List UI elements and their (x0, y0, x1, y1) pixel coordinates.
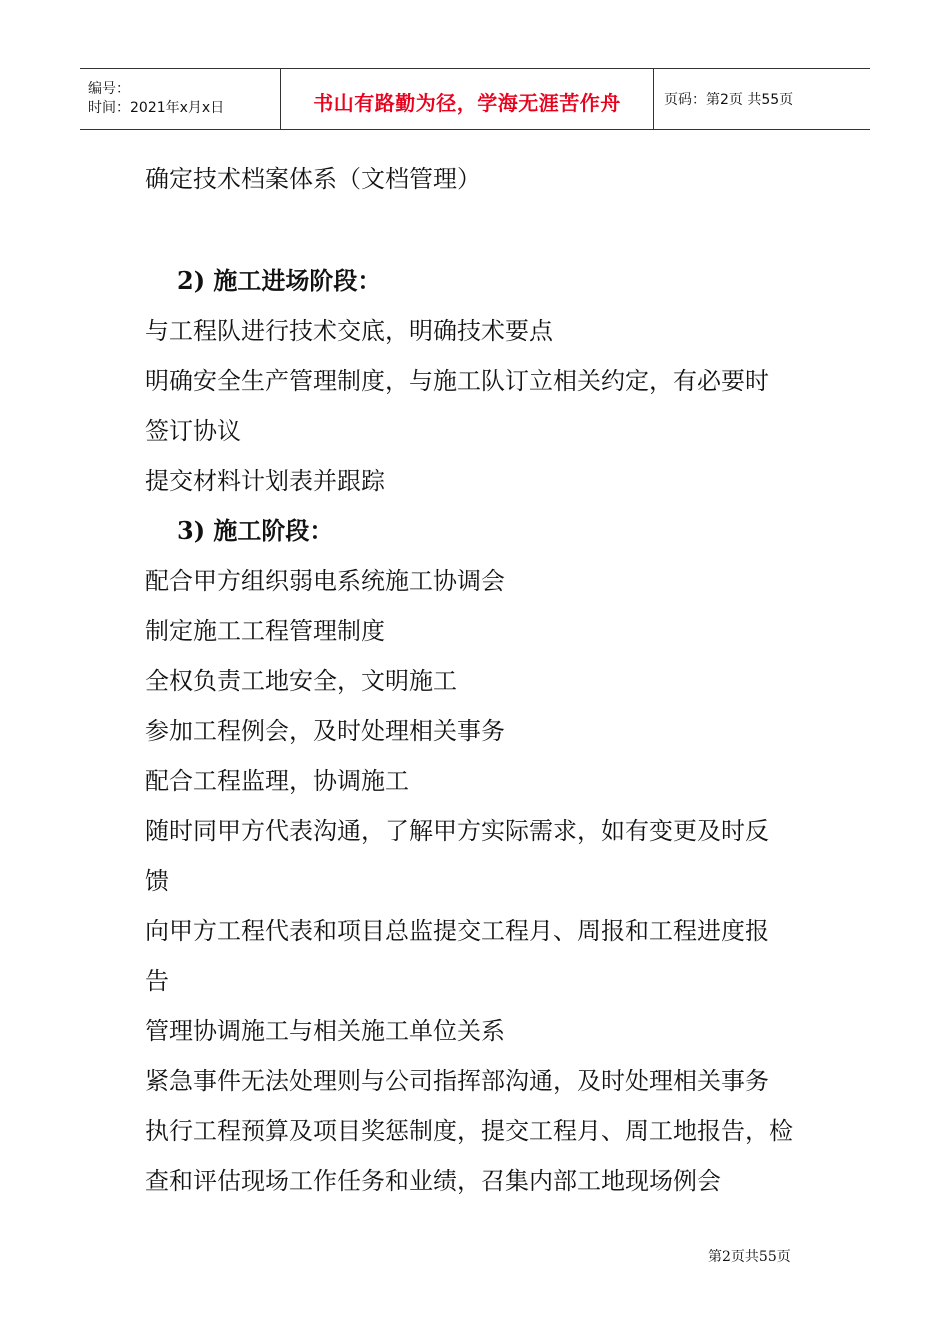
body-line: 配合工程监理，协调施工 (145, 767, 409, 795)
body-line: 提交材料计划表并跟踪 (145, 467, 385, 495)
body-line: 参加工程例会，及时处理相关事务 (145, 717, 505, 745)
body-line: 与工程队进行技术交底，明确技术要点 (145, 317, 553, 345)
page-header (80, 68, 870, 130)
header-motto-cell (281, 69, 654, 129)
header-meta-cell (80, 69, 281, 129)
body-intro-line: 确定技术档案体系（文档管理） (145, 165, 481, 193)
body-line: 查和评估现场工作任务和业绩，召集内部工地现场例会 (145, 1167, 721, 1195)
header-page-number: 页码：第2页 共55页 (664, 92, 794, 108)
body-line: 向甲方工程代表和项目总监提交工程月、周报和工程进度报 (145, 917, 769, 945)
section-heading-construction-phase: 3) 施工阶段： (177, 516, 334, 545)
body-line: 管理协调施工与相关施工单位关系 (145, 1017, 505, 1045)
page-footer-number: 第2页共55页 (708, 1249, 791, 1265)
body-line: 告 (145, 967, 169, 995)
header-motto: 书山有路勤为径，学海无涯苦作舟 (313, 90, 621, 115)
body-line: 执行工程预算及项目奖惩制度，提交工程月、周工地报告，检 (145, 1117, 793, 1145)
body-line: 馈 (145, 867, 169, 895)
header-page-cell (654, 69, 870, 129)
document-body (145, 154, 825, 1206)
document-time-label: 时间：2021年x月x日 (88, 100, 225, 116)
body-line: 制定施工工程管理制度 (145, 617, 385, 645)
section-heading-construction-entry: 2) 施工进场阶段： (177, 266, 382, 295)
body-line: 明确安全生产管理制度，与施工队订立相关约定，有必要时 (145, 367, 769, 395)
body-line: 全权负责工地安全，文明施工 (145, 667, 457, 695)
body-line: 签订协议 (145, 417, 241, 445)
document-number-label: 编号： (88, 81, 130, 97)
body-line: 随时同甲方代表沟通，了解甲方实际需求，如有变更及时反 (145, 817, 769, 845)
body-line: 配合甲方组织弱电系统施工协调会 (145, 567, 505, 595)
body-line: 紧急事件无法处理则与公司指挥部沟通，及时处理相关事务 (145, 1067, 769, 1095)
